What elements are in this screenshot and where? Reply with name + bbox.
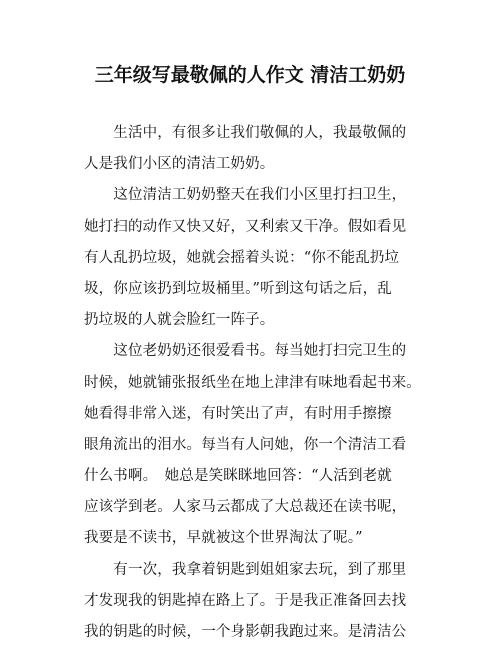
- text-line: 眼角流出的泪水。每当有人问她，你一个清洁工看: [84, 436, 407, 453]
- text-line: 生活中，有很多让我们敬佩的人，我最敬佩的: [84, 125, 407, 141]
- text-line: 圾，你应该扔到垃圾桶里。”听到这句话之后，乱: [84, 280, 392, 297]
- text-line: 这位老奶奶还很爱看书。每当她打扫完卫生的: [84, 343, 407, 360]
- text-line: 应该学到老。人家马云都成了大总裁还在读书呢，: [84, 499, 407, 516]
- text-line: 扔垃圾的人就会脸红一阵子。: [84, 312, 275, 329]
- text-line: 我的钥匙的时候，一个身影朝我跑过来。是清洁公: [84, 624, 407, 640]
- text-line: 她打扫的动作又快又好，又利索又干净。假如看见: [84, 218, 407, 235]
- text-line: 什么书啊。 她总是笑眯眯地回答：“人活到老就: [84, 468, 392, 485]
- text-line: 这位清洁工奶奶整天在我们小区里打扫卫生，: [84, 187, 407, 204]
- document-body: [84, 118, 424, 648]
- text-line: 才发现我的钥匙掉在路上了。于是我正准备回去找: [84, 592, 407, 609]
- text-line: 时候，她就铺张报纸坐在地上津津有味地看起书来。: [84, 374, 421, 391]
- text-line: 她看得非常入迷，有时笑出了声，有时用手擦擦: [84, 405, 392, 422]
- text-line: 我要是不读书，早就被这个世界淘汰了呢。”: [84, 530, 363, 547]
- text-line: 人是我们小区的清洁工奶奶。: [84, 156, 275, 173]
- document-title: 三年级写最敬佩的人作文 清洁工奶奶: [94, 64, 406, 86]
- text-line: 有人乱扔垃圾，她就会摇着头说：“你不能乱扔垃: [84, 249, 400, 266]
- text-line: 有一次，我拿着钥匙到姐姐家去玩，到了那里: [84, 561, 407, 578]
